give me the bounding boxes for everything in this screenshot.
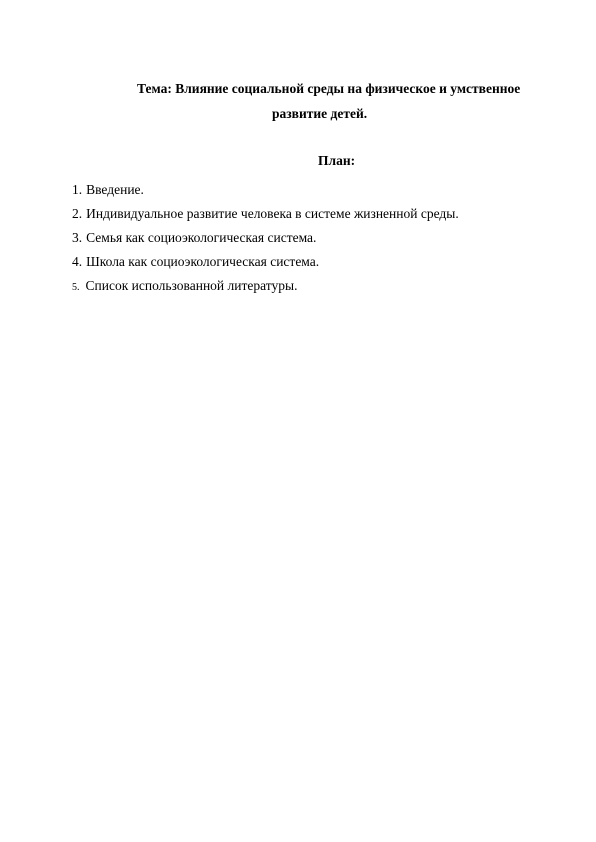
plan-item-text: Индивидуальное развитие человека в системе жизненной среды. [86, 206, 459, 221]
plan-item-number: 2. [72, 206, 83, 221]
plan-item-number: 3. [72, 230, 83, 245]
plan-item [72, 226, 459, 250]
plan-item [72, 202, 459, 226]
plan-item [72, 274, 459, 298]
plan-item-text: Введение. [86, 182, 144, 197]
document-title-line-2: развитие детей. [272, 106, 368, 121]
plan-heading: План: [318, 153, 356, 168]
plan-item-number: 1. [72, 182, 83, 197]
plan-item-text: Школа как социоэкологическая система. [86, 254, 320, 269]
document-title-line-1: Тема: Влияние социальной среды на физическое и умственное [137, 81, 521, 96]
plan-item-text: Семья как социоэкологическая система. [86, 230, 317, 245]
plan-item [72, 178, 459, 202]
plan-list [72, 178, 459, 298]
plan-item-number: 5. [72, 282, 80, 293]
plan-item [72, 250, 459, 274]
plan-item-number: 4. [72, 254, 83, 269]
plan-item-text: Список использованной литературы. [85, 278, 298, 293]
